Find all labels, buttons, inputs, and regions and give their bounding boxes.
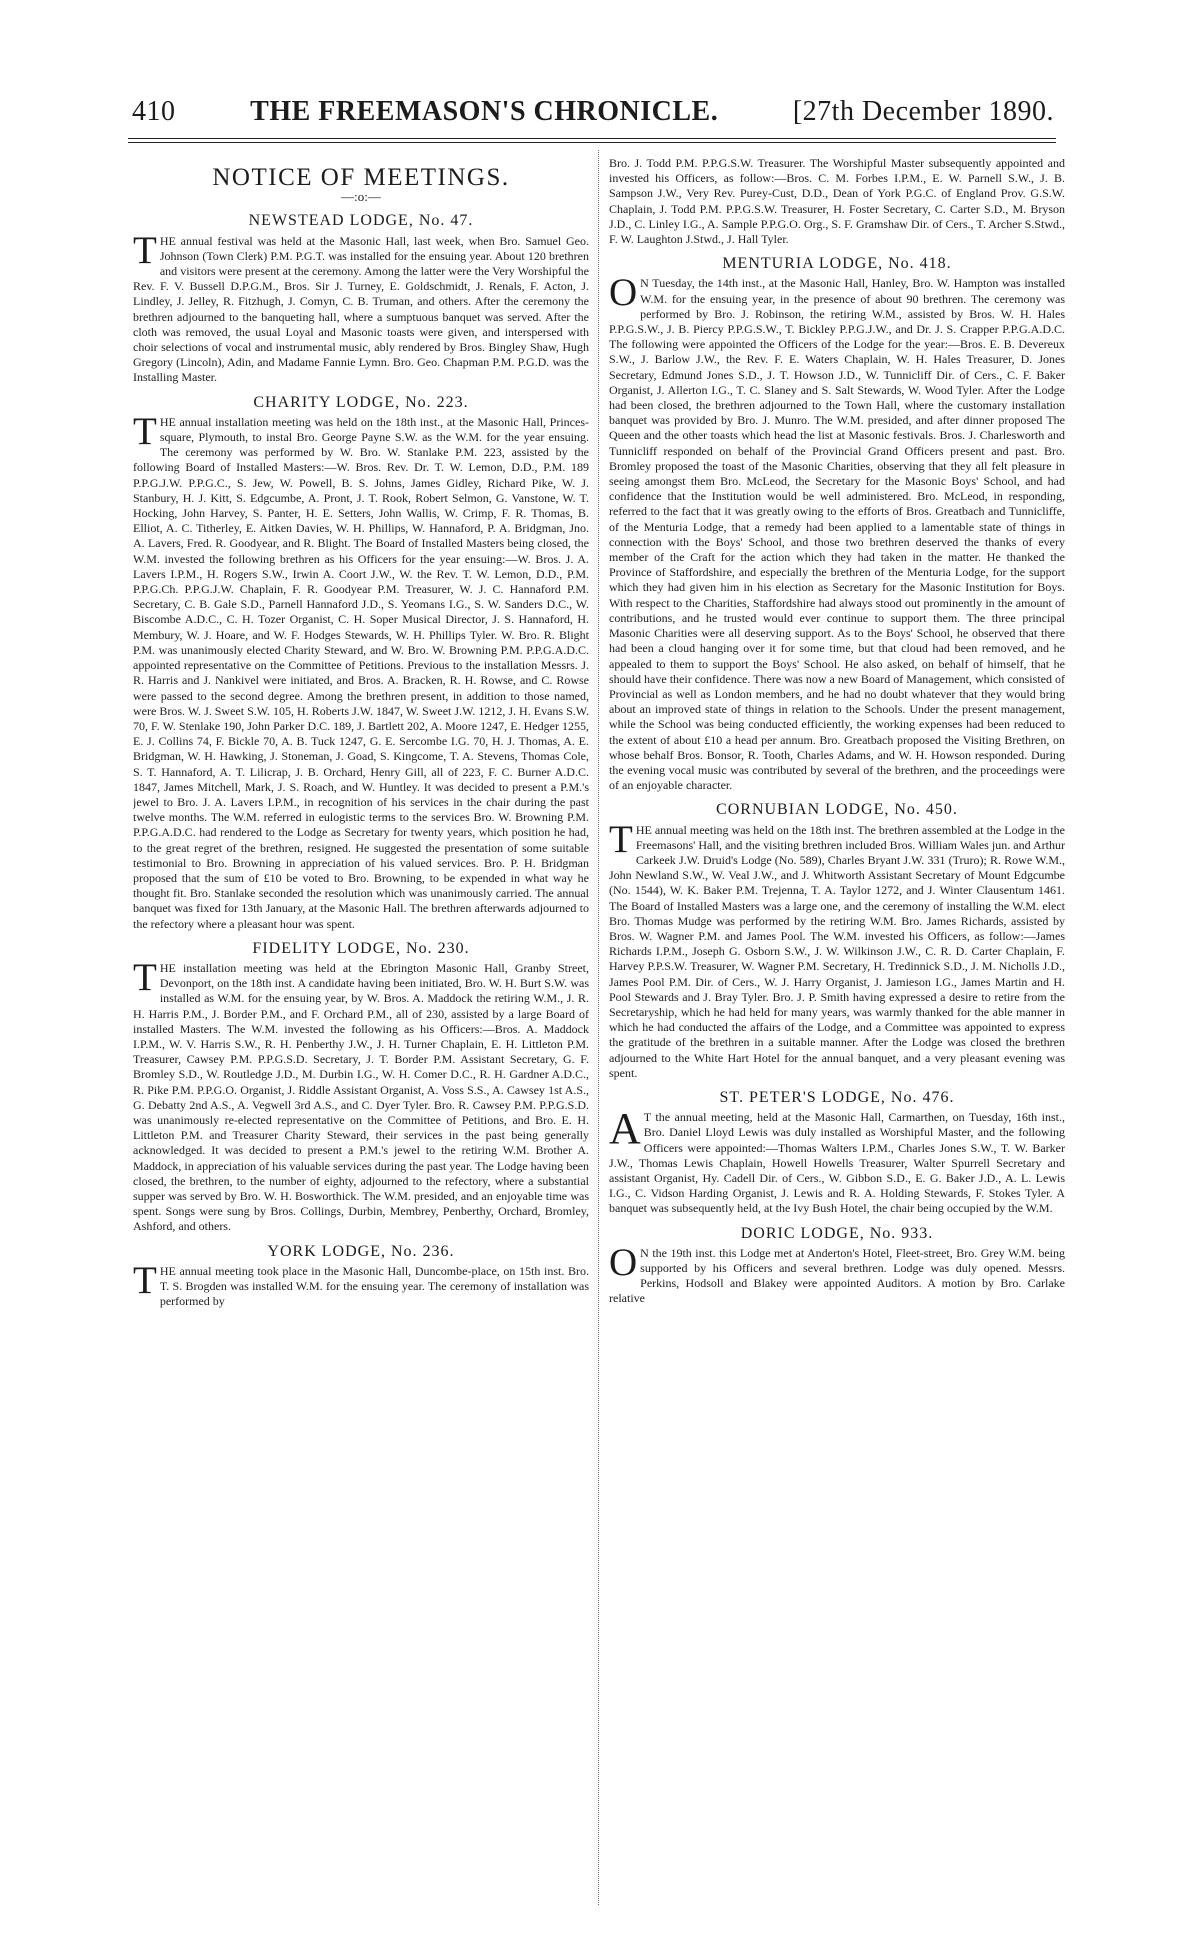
article-newstead-lodge <box>133 213 589 385</box>
article-body <box>609 1240 1065 1307</box>
masthead <box>132 96 1054 136</box>
article-text: HE annual festival was held at the Masonic Hall, last week, when Bro. Samuel Geo. Johnson (Town Clerk) P.M. P.G.T. was installed for the ensuing year. About 120 brethren and visitors were present at the ceremony. Among the latter were the Very Worshipful the Rev. F. V. Bussell D.P.G.M., Bros. Sir J. Turney, E. Goldschmidt, J. Renals, F. Acton, J. Lindley, J. Jelley, R. Fitzhugh, J. Comyn, C. B. Truman, and others. After the ceremony the brethren adjourned to the banqueting hall, where a sumptuous banquet was served. After the cloth was removed, the usual Loyal and Masonic toasts were given, and interspersed with choir selections of vocal and instrumental music, ably rendered by Bros. Bingley Shaw, Hugh Gregory (Lincoln), Adin, and Madame Fannie Lymn. Bro. Geo. Chapman P.M. P.G.D. was the Installing Master. <box>133 233 589 385</box>
drop-cap: T <box>133 955 157 999</box>
article-text: N the 19th inst. this Lodge met at Anderton's Hotel, Fleet-street, Bro. Grey W.M. being supported by his Officers and several brethren. Lodge was duly opened. Messrs. Perkins, Hodsoll and Blakey were appointed Auditors. A motion by Bro. Carlake relative <box>609 1245 1065 1306</box>
article-text: HE installation meeting was held at the Ebrington Masonic Hall, Granby Street, Devonport, on the 18th inst. A candidate having been initiated, Bro. W. H. Burt S.W. was installed as W.M. for the ensuing year, by W. Bros. A. Maddock the retiring W.M., J. R. H. Harris P.M., J. Border P.M., and F. Orchard P.M., all of 230, assisted by a large Board of installed Masters. The W.M. invested the following as his Officers:—Bros. A. Maddock I.P.M., W. V. Harris S.W., R. H. Penberthy J.W., J. H. Turner Chaplain, E. H. Littleton P.M. Treasurer, Cawsey P.M. P.P.G.S.D. Secretary, J. T. Border P.M. Assistant Secretary, G. F. Bromley S.D., W. Routledge J.D., M. Durbin I.G., W. H. Comer D.C., R. H. Gardner A.D.C., R. Pike P.M. P.P.G.O. Organist, J. Riddle Assistant Organist, A. Voss S.S., A. Cawsey 1st A.S., G. Debatty 2nd A.S., A. Vegwell 3rd A.S., and C. Dyer Tyler. Bro. R. Cawsey P.M. P.P.G.S.D. was unanimously re-elected representative on the Committee of Petitions, and Bro. E. H. Littleton P.M. and Treasurer Charity Steward, their services in the past being generally acknowledged. It was decided to present a P.M.'s jewel to the retiring W.M. Brother A. Maddock, in appreciation of his valuable services during the past year. The Lodge having been closed, the brethren, to the number of eighty, adjourned to the refectory, where a substantial supper was served by Bro. W. H. Bosworthick. The W.M. presided, and an enjoyable time was spent. Songs were sung by Bros. Collings, Durbin, Membrey, Penberthy, Orchard, Bromley, Ashford, and others. <box>133 960 589 1234</box>
article-heading: FIDELITY LODGE, No. 230. <box>252 939 470 957</box>
article-body <box>133 409 589 932</box>
drop-cap: T <box>133 228 157 272</box>
continued-text: Bro. J. Todd P.M. P.P.G.S.W. Treasurer. The Worshipful Master subsequently appointed and invested his Officers, as follow:—Bros. C. M. Forbes I.P.M., E. W. Parnell S.W., J. B. Sampson J.W., Very Rev. Purey-Cust, D.D., Dean of York P.G.C. of England Prov. G.S.W. Chaplain, J. Todd P.M. P.P.G.S.W. Treasurer, H. Foster Secretary, C. Carter S.D., M. Bryson J.D., C. Linley I.G., A. Sample P.P.G.O. Org., S. F. Gramshaw Dir. of Cers., T. Archer S.Stwd., F. W. Laughton J.Stwd., J. Hall Tyler. <box>609 156 1065 247</box>
drop-cap: O <box>609 271 638 315</box>
article-body <box>609 817 1065 1081</box>
ornament: —:o:— <box>341 189 381 205</box>
right-column <box>609 156 1065 1902</box>
article-fidelity-lodge <box>133 941 589 1235</box>
drop-cap: T <box>133 409 157 453</box>
drop-cap: A <box>609 1104 641 1154</box>
article-heading: CORNUBIAN LODGE, No. 450. <box>716 801 958 819</box>
article-text: N Tuesday, the 14th inst., at the Masonic Hall, Hanley, Bro. W. Hampton was installed W.M. for the ensuing year, in the presence of about 90 brethren. The ceremony was performed by Bro. J. Robinson, the retiring W.M., assisted by Bros. W. H. Hales P.P.G.S.W., J. B. Piercy P.P.G.S.W., T. Bickley P.P.G.J.W., and Dr. J. S. Crapper P.P.G.A.D.C. The following were appointed the Officers of the Lodge for the year:—Bros. E. B. Devereux S.W., J. Barlow J.W., the Rev. F. E. Waters Chaplain, W. H. Hales Treasurer, D. Jones Secretary, Edmund Jones S.D., J. T. Howson J.D., W. Tunnicliff Dir. of Cers., C. F. Baker Organist, J. Allerton I.G., T. C. Slaney and S. Salt Stewards, W. Wood Tyler. After the Lodge had been closed, the brethren adjourned to the Town Hall, where the customary installation banquet was provided by Bro. J. Munro. The W.M. presided, and after dinner proposed The Queen and the other toasts which head the list at Masonic festivals. Bros. J. Charlesworth and Tunnicliff responded on behalf of the Provincial Grand Officers present and past. Bro. Bromley proposed the toast of the Masonic Charities, observing that they all felt pleasure in seeing amongst them Bro. McLeod, the Secretary for the Masonic Boys' School, and had confidence that the Institution would be well administered. Bro. McLeod, in responding, referred to the fact that it was greatly owing to the efforts of Bros. Greatbach and Tunnicliffe, of the Menturia Lodge, that a remedy had been applied to a lamentable state of things in connection with the Boys' School, and those two brethren deserved the thanks of every member of the Craft for the action which they had taken in the matter. He thanked the Province of Staffordshire, and especially the brethren of the Menturia Lodge, for the support which they had given him in his election as Secretary for the Masonic Institution for Boys. With respect to the Charities, Staffordshire had always stood out prominently in the amount of contributions, and he trusted would ever continue to support them. The three principal Masonic Charities were all deserving support. As to the Boys' School, he observed that there had been a cloud hanging over it for some time, but that cloud had been removed, and he appealed to them to support the Boys' School. He also asked, on behalf of himself, that he should have their confidence. There was now a new Board of Management, which consisted of Provincial as well as London members, and he had no doubt whatever that they would bring about an improved state of things in relation to the Schools. Under the present management, while the School was being conducted efficiently, the working expenses had been reduced to the extent of about £10 a head per annum. Bro. Greatbach proposed the Visiting Brethren, on whose behalf Bros. Bonsor, R. Tooth, Charles Adams, and W. H. Howson responded. During the evening vocal music was contributed by several of the brethren, and the proceedings were of an enjoyable character. <box>609 276 1065 793</box>
column-divider <box>598 150 599 1905</box>
section-heading: NOTICE OF MEETINGS. <box>212 164 510 191</box>
article-text: HE annual meeting was held on the 18th inst. The brethren assembled at the Lodge in the Freemasons' Hall, and the visiting brethren included Bros. William Wales jun. and Arthur Carkeek J.W. Druid's Lodge (No. 589), Charles Bryant J.W. 331 (Truro); R. Rowe W.M., John Newland S.W., W. Veal J.W., and J. Whitworth Assistant Secretary of Mount Edgcumbe (No. 1544), W. K. Baker P.M. Trejenna, T. A. Taylor 1272, and J. Winter Clausentum 1461. The Board of Installed Masters was a large one, and the ceremony of installing the W.M. elect Bro. Thomas Mudge was performed by the retiring W.M. Bro. James Richards, assisted by Bros. W. Wagner P.M. and James Pool. The W.M. invested his Officers, as follow:—James Richards I.P.M., Joseph G. Osborn S.W., J. W. Wilkinson J.W., C. R. D. Carter Chaplain, F. Harvey P.P.S.W. Treasurer, W. Wagner P.M. Secretary, H. Tredinnick S.D., J. M. Nicholls J.D., James Pool P.M. Dir. of Cers., W. J. Harry Organist, J. Jamieson I.G., James Martin and H. Pool Stewards and J. Bray Tyler. Bro. J. P. Smith having expressed a desire to retire from the Secretaryship, which he had held for many years, was warmly thanked for the able manner in which he had conducted the affairs of the Lodge, and a Committee was appointed to express the gratitude of the brethren in a suitable manner. After the Lodge was closed the brethren adjourned to the White Hart Hotel for the annual banquet, and a very pleasant evening was spent. <box>609 822 1065 1080</box>
drop-cap: T <box>609 817 633 861</box>
article-york-lodge <box>133 1244 589 1310</box>
article-heading: CHARITY LODGE, No. 223. <box>253 393 469 411</box>
article-body <box>133 228 589 386</box>
article-body <box>133 955 589 1235</box>
drop-cap: O <box>609 1240 638 1284</box>
newspaper-title: THE FREEMASON'S CHRONICLE. <box>250 96 719 127</box>
article-heading: ST. PETER'S LODGE, No. 476. <box>719 1088 955 1106</box>
article-doric-lodge <box>609 1226 1065 1307</box>
article-st-peters-lodge <box>609 1090 1065 1217</box>
article-heading: DORIC LODGE, No. 933. <box>740 1224 934 1242</box>
article-text: T the annual meeting, held at the Masonic Hall, Carmarthen, on Tuesday, 16th inst., Bro. Daniel Lloyd Lewis was duly installed as Worshipful Master, and the following Officers were appointed:—Thomas Walters I.P.M., Charles Jones S.W., T. W. Barker J.W., Thomas Lewis Chaplain, Howell Howells Treasurer, Walter Spurrell Secretary and assistant Organist, Hy. Cadell Dir. of Cers., W. Gibbon S.D., E. G. Baker J.D., A. L. Lewis I.G., C. Vidson Harding Organist, J. Lewis and R. A. Holding Stewards, F. Stokes Tyler. A banquet was subsequently held, at the Ivy Bush Hotel, the chair being occupied by the W.M. <box>609 1110 1065 1216</box>
article-heading: MENTURIA LODGE, No. 418. <box>722 255 952 273</box>
issue-date: [27th December 1890. <box>792 96 1054 127</box>
article-body <box>133 1258 589 1310</box>
article-text: HE annual installation meeting was held on the 18th inst., at the Masonic Hall, Princes-square, Plymouth, to instal Bro. George Payne S.W. as the W.M. for the year ensuing. The ceremony was performed by W. Bro. W. Stanlake P.M. 223, assisted by the following Board of Installed Masters:—W. Bros. Rev. Dr. T. W. Lemon, D.D., P.M. 189 P.P.G.J.W. P.P.G.C., S. Jew, W. Powell, B. S. Johns, James Gidley, Richard Pike, W. J. Stanbury, H. J. Kitt, S. Edgcumbe, A. Pront, J. T. Rook, Robert Selmon, G. Vanstone, W. T. Hocking, John Harvey, S. Panter, H. E. Setters, John Wallis, W. Crimp, F. R. Thomas, B. Elliot, A. C. Titherley, E. Aitken Davies, W. H. Phillips, W. Hannaford, P. A. Bridgman, Jno. A. Lavers, Fred. R. Goodyear, and R. Blight. The Board of Installed Masters being closed, the W.M. invested the following brethren as his Officers for the year ensuing:—W. Bros. J. A. Lavers I.P.M., H. Rogers S.W., Irwin A. Coort J.W., W. the Rev. T. W. Lemon, D.D., P.M. P.P.G.Ch. P.P.G.J.W. Chaplain, F. R. Goodyear P.M. Treasurer, W. J. C. Hannaford P.M. Secretary, C. B. Gale S.D., Parnell Hannaford J.D., S. Yeomans I.G., S. W. Sanders D.C., W. Biscombe A.D.C., C. H. Tozer Organist, C. H. Soper Musical Director, J. S. Hannaford, H. Membury, W. J. Hoare, and W. F. Hodges Stewards, W. H. Phillips Tyler. W. Bro. R. Blight P.M. was unanimously elected Charity Steward, and W. Bro. W. Browning P.M. P.P.G.A.D.C. appointed representative on the Committee of Petitions. Previous to the installation Messrs. J. R. Harris and J. Nankivel were initiated, and Bros. A. Bracken, R. H. Rowse, and C. Rowse were passed to the second degree. Among the brethren present, in addition to those named, were Bros. W. J. Sweet S.W. 105, H. Roberts J.W. 1847, W. Sweet J.W. 1212, J. H. Evans S.W. 70, F. W. Stenlake 190, John Parker D.C. 189, J. Bartlett 202, A. Moore 1247, E. Hedger 1255, E. J. Collins 74, F. Bickle 70, A. B. Tuck 1247, G. E. Sercombe I.G. 70, H. J. Thomas, A. E. Bridgman, W. H. Hawking, J. Stoneman, J. Goad, S. Kingcome, T. A. Stevens, Thomas Cole, S. T. Hannaford, A. T. Lilicrap, J. B. Orchard, Henry Gill, all of 223, F. C. Burner A.D.C. 1847, James Mitchell, Mark, J. S. Roach, and W. Huntley. It was decided to present a P.M.'s jewel to Bro. J. A. Lavers I.P.M., in recognition of his services in the chair during the past twelve months. The W.M. referred in eulogistic terms to the services Bro. W. Browning P.M. P.P.G.A.D.C. had rendered to the Lodge as Secretary for twenty years, which position he had, to the great regret of the brethren, resigned. He suggested the presentation of some suitable testimonial to Bro. Browning in appreciation of his valued services. Bro. P. H. Bridgman proposed that the sum of £10 be voted to Bro. Browning, to be expended in what way he thought fit. Bro. Stanlake seconded the resolution which was unanimously carried. The annual banquet was fixed for 13th January, at the Masonic Hall. The brethren afterwards adjourned to the refectory where a pleasant hour was spent. <box>133 414 589 931</box>
left-column <box>133 156 589 1902</box>
article-heading: YORK LODGE, No. 236. <box>267 1242 455 1260</box>
article-heading: NEWSTEAD LODGE, No. 47. <box>248 212 474 230</box>
article-charity-lodge <box>133 395 589 932</box>
article-cornubian-lodge <box>609 802 1065 1081</box>
article-text: HE annual meeting took place in the Masonic Hall, Duncombe-place, on 15th inst. Bro. T. S. Brogden was installed W.M. for the ensuing year. The ceremony of installation was performed by <box>159 1263 589 1309</box>
drop-cap: T <box>133 1258 157 1302</box>
masthead-rule <box>128 138 1056 139</box>
masthead-rule-thin <box>128 142 1056 143</box>
article-body <box>609 1104 1065 1216</box>
page-number: 410 <box>132 96 176 127</box>
article-menturia-lodge <box>609 256 1065 793</box>
article-body <box>609 271 1065 793</box>
